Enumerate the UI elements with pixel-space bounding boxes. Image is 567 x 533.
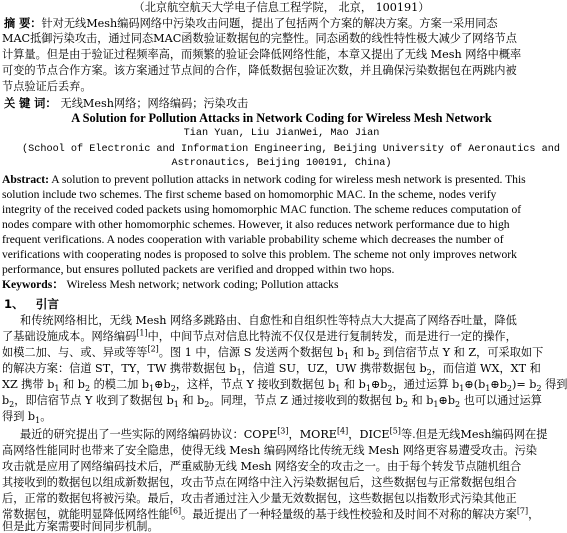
keywords-en-text: Wireless Mesh network; network coding; Pollution attacks (66, 278, 339, 291)
intro-p2-line-1: 最近的研究提出了一些实际的网络编码协议：COPE[3]，MORE[4]，DICE[5]等.但是无线Mesh编码网在提 (20, 426, 548, 441)
abstract-en-text: A solution to prevent pollution attacks in network coding for wireless mesh network is presented. This (51, 173, 526, 186)
affiliation-en-line-1: (School of Electronic and Information Engineering, Beijing University of Aeronautics and (22, 144, 560, 155)
abstract-en-line-3: integrity of the received coded packets using homomorphic MAC function. The scheme reduces computation of (2, 203, 522, 216)
keywords-cn (4, 95, 563, 111)
intro-p1-line-7: 得到 $b_1$。 (2, 410, 52, 426)
abstract-en-line-4: nodes compare with other homomorphic schemes. However, it also reduces network performance due to high (2, 218, 510, 231)
keywords-cn-text: 无线Mesh网络；网络编码；污染攻击 (60, 97, 249, 110)
intro-p1-line-1: 和传统网络相比，无线 Mesh 网络多跳路由、自愈性和自组织性等特点大大提高了网络吞吐量，降低 (20, 314, 517, 327)
abstract-en-line-7: performance, but ensures polluted packets are verified and dropped within two hops. (2, 263, 395, 276)
intro-p2-line-3: 攻击就是应用了网络编码技术后，严重威胁无线 Mesh 网络安全的攻击之一。由于每个转发节点随机组合 (2, 460, 522, 473)
abstract-cn-line-1 (4, 15, 563, 31)
abstract-cn-line-5: 节点验证后丢弃。 (2, 80, 92, 93)
intro-p1-line-2: 了基础设施成本。网络编码[1]中，中间节点对信息比特流不仅仅是进行复制转发，而是进行一定的操作， (2, 328, 517, 343)
intro-p2-line-2: 高网络性能同时也带来了安全隐患，使得无线 Mesh 编码网络比传统无线 Mesh 网络更容易遭受攻击。污染 (2, 444, 537, 457)
abstract-en-label: Abstract: (2, 173, 50, 186)
intro-p2-line-7: 但是此方案需要时间同步机制。 (2, 520, 159, 533)
keywords-en-label: Keywords： (2, 278, 64, 291)
abstract-en-line-2: solution include two schemes. The first scheme based on homomorphic MAC. In the scheme, nodes verify (2, 188, 497, 201)
abstract-cn-line-3: 计算量。但是由于验证过程频率高，而频繁的验证会降低网络性能，本章又提出了无线 Mesh 网络中概率 (2, 48, 522, 61)
abstract-cn-line-4: 可变的节点合作方案。该方案通过节点间的合作，降低数据包验证次数，并且确保污染数据包在两跳内被 (2, 64, 517, 77)
section-1-heading (4, 296, 563, 312)
abstract-en-line-1 (2, 172, 561, 188)
paper-title-en: A Solution for Pollution Attacks in Network Coding for Wireless Mesh Network (71, 111, 492, 125)
abstract-cn-line-2: MAC抵御污染攻击，通过同态MAC函数验证数据包的完整性。同态函数的线性特性极大减少了网络节点 (2, 32, 517, 45)
intro-p1-line-4: 的解决方案：信道 ST，TY，TW 携带数据包 $b_1$，信道 SU，UZ，UW 携带数据包 $b_2$，而信道 WX，XT 和 (2, 362, 541, 378)
abstract-cn-label: 摘 要： (4, 16, 42, 30)
authors-en: Tian Yuan, Liu JianWei, Mao Jian (183, 128, 380, 139)
intro-p2-line-4: 其接收到的数据包以组成新数据包，攻击节点在网络中注入污染数据包后，这些数据包与正常数据包组合 (2, 476, 517, 489)
keywords-en (2, 277, 561, 293)
abstract-cn-text: 针对无线Mesh编码网络中污染攻击问题，提出了包括两个方案的解决方案。方案一采用同态 (41, 17, 498, 30)
affiliation-cn: （北京航空航天大学电子信息工程学院， 北京， 100191） (133, 1, 430, 14)
keywords-cn-label: 关 键 词： (4, 96, 57, 110)
section-1-number: 1、 (4, 297, 24, 311)
section-1-title: 引言 (35, 297, 59, 311)
abstract-en-line-5: frequent verifications. A nodes cooperation with variable probability scheme which decreases the number of (2, 233, 504, 246)
intro-p1-line-6: $b_2$，即信宿节点 Y 收到了数据包 $b_1$ 和 $b_2$。同理，节点 Z 通过接收到的数据包 $b_2$ 和 $b_1\oplus b_2$ 也可以通过运算 (2, 394, 542, 410)
abstract-en-line-6: verifications with cooperating nodes is proposed to solve this problem. The scheme not only improves network (2, 248, 517, 261)
intro-p1-line-5: XZ 携带 $b_1$ 和 $b_2$ 的模二加 $b_1\oplus b_2$，这样，节点 Y 接收到数据包 $b_1$ 和 $b_1\oplus b_2$，通过运算 $b_1\oplus(b_1\oplus b_2)= b_2$ 得到 (2, 378, 567, 394)
affiliation-en-line-2: Astronautics, Beijing 100191, China) (171, 158, 392, 169)
intro-p2-line-5: 后，正常的数据包将被污染。最后，攻击者通过注入少量无效数据包，这些数据包以指数形式污染其他正 (2, 492, 517, 505)
intro-p2-line-6: 常数据包，就能明显降低网络性能[6]。最近提出了一种轻量级的基于线性校验和及时间不对称的解决方案[7]， (2, 506, 540, 521)
intro-p1-line-3: 如模二加、与、或、异或等等[2]。图 1 中，信源 S 发送两个数据包 $b_1$ 和 $b_2$ 到信宿节点 Y 和 Z，可采取如下 (2, 344, 544, 362)
